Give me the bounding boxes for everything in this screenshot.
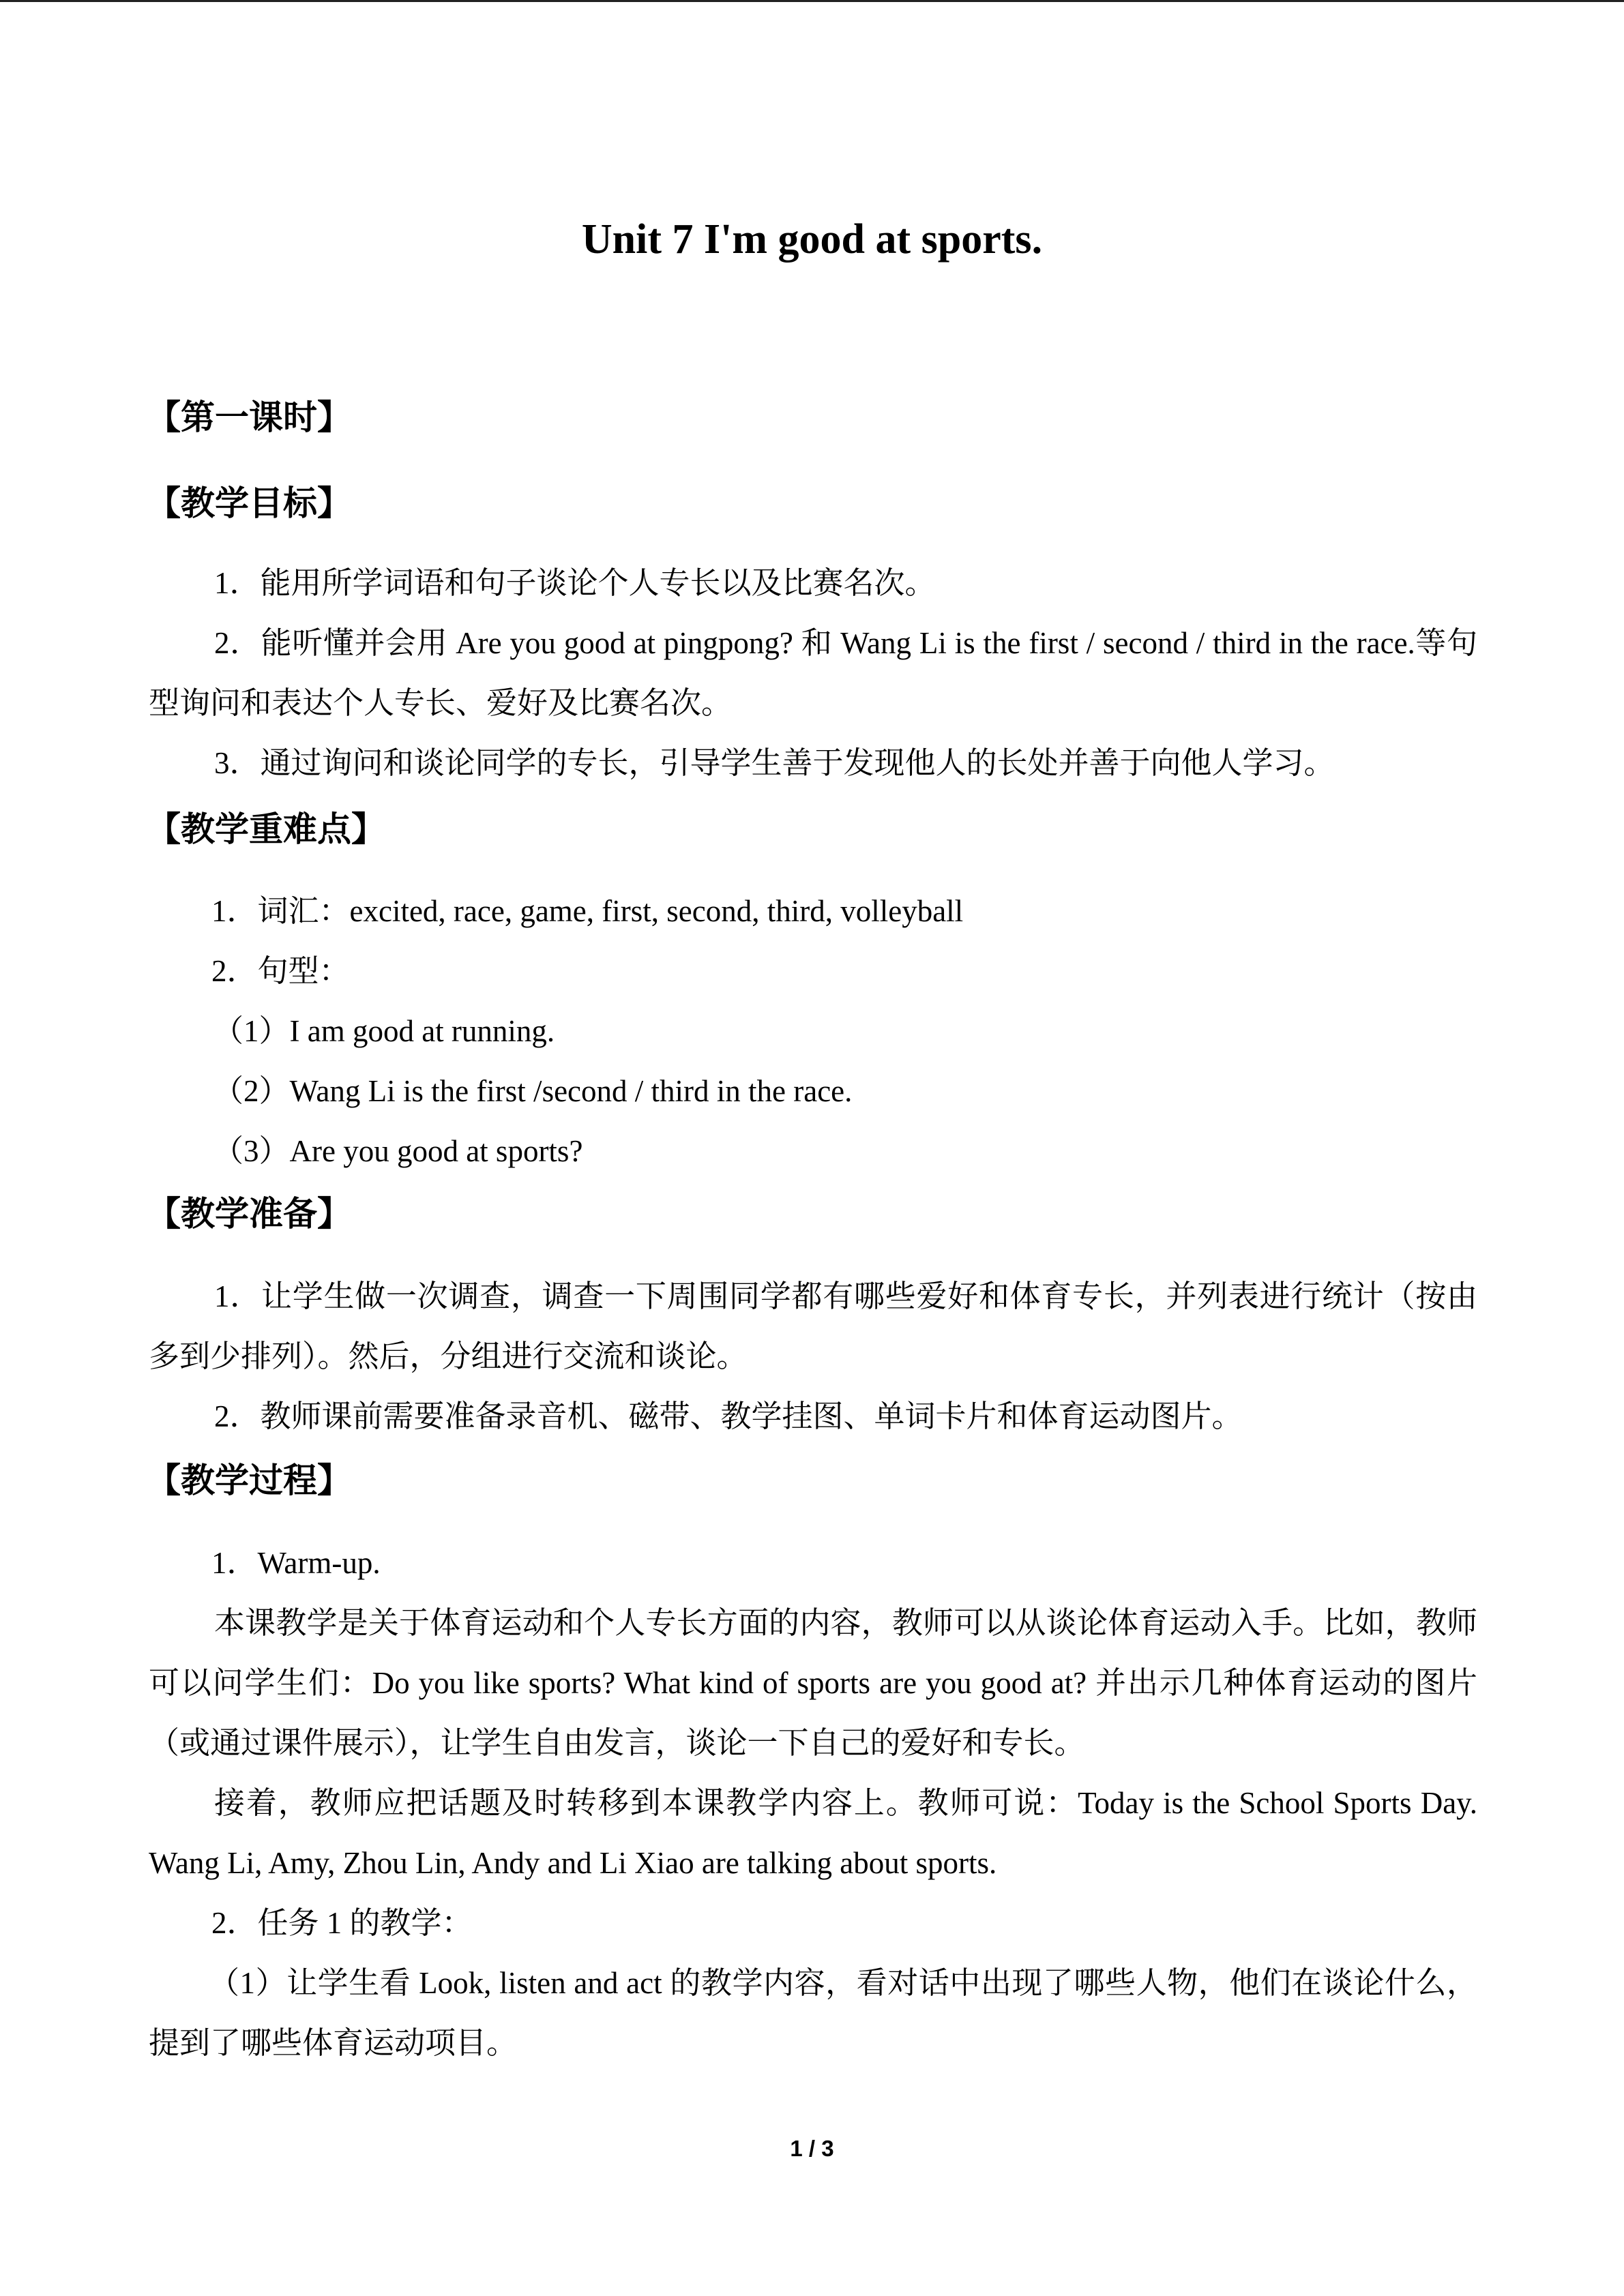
task1-line: 2．任务 1 的教学： bbox=[211, 1906, 473, 1940]
patterns-label: 2．句型： bbox=[211, 954, 350, 988]
pattern-item: （3）Are you good at sports? bbox=[213, 1134, 583, 1168]
pattern-item: （2）Wang Li is the first /second / third in the race. bbox=[213, 1074, 853, 1108]
preparation-item: 2．教师课前需要准备录音机、磁带、教学挂图、单词卡片和体育运动图片。 bbox=[214, 1399, 1243, 1433]
document-title: Unit 7 I'm good at sports. bbox=[581, 216, 1043, 263]
process-paragraph: 接着，教师应把话题及时转移到本课教学内容上。教师可说：Today is the School Sports Day. Wang Li, Amy, Zhou Lin, Andy and Li Xiao are talking about sports. bbox=[149, 1786, 1477, 1880]
goal-item: 2．能听懂并会用 Are you good at pingpong? 和 Wang Li is the first / second / third in the race.等句型询问和表达个人专长、爱好及比赛名次。 bbox=[149, 626, 1477, 720]
goal-item: 1．能用所学词语和句子谈论个人专长以及比赛名次。 bbox=[214, 566, 936, 600]
vocab-line: 1．词汇：excited, race, game, first, second, third, volleyball bbox=[211, 894, 964, 928]
heading-lesson: 【第一课时】 bbox=[147, 398, 351, 437]
heading-goals: 【教学目标】 bbox=[147, 483, 351, 523]
page-number: 1 / 3 bbox=[790, 2136, 834, 2161]
warmup-line: 1．Warm-up. bbox=[211, 1546, 381, 1580]
heading-process: 【教学过程】 bbox=[147, 1461, 351, 1500]
heading-preparation: 【教学准备】 bbox=[147, 1194, 351, 1234]
pattern-item: （1）I am good at running. bbox=[213, 1014, 555, 1048]
process-paragraph: 本课教学是关于体育运动和个人专长方面的内容，教师可以从谈论体育运动入手。比如，教师可以问学生们：Do you like sports? What kind of sports are you good at? 并出示几种体育运动的图片（或通过课件展示），让学生自由发言，谈论一下自己的爱好和专长。 bbox=[149, 1606, 1477, 1760]
preparation-item: 1．让学生做一次调查，调查一下周围同学都有哪些爱好和体育专长，并列表进行统计（按由多到少排列）。然后，分组进行交流和谈论。 bbox=[149, 1279, 1477, 1373]
goal-item: 3．通过询问和谈论同学的专长，引导学生善于发现他人的长处并善于向他人学习。 bbox=[214, 746, 1335, 780]
task1-step: （1）让学生看 Look, listen and act 的教学内容，看对话中出现了哪些人物，他们在谈论什么，提到了哪些体育运动项目。 bbox=[149, 1966, 1477, 2060]
heading-key-points: 【教学重难点】 bbox=[147, 809, 385, 849]
